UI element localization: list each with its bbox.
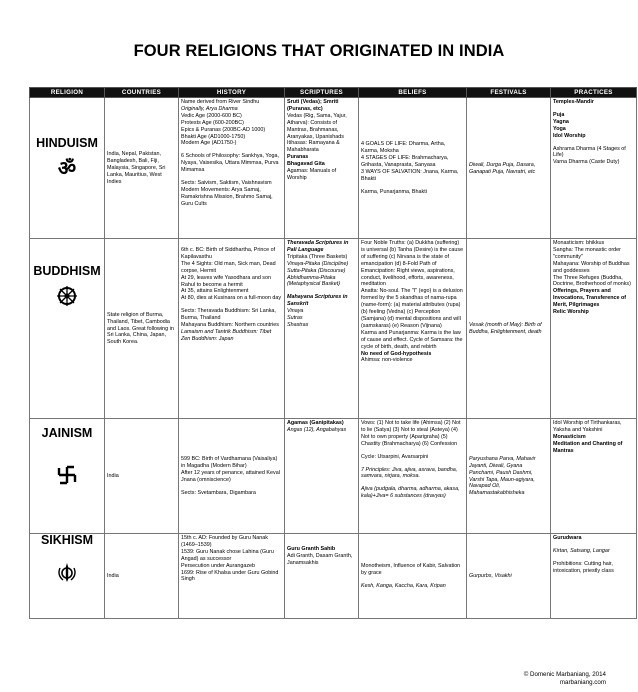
history-line: Sects: Theravada Buddhism: Sri Lanka, Burma, Thailand	[181, 308, 276, 322]
festivals-cell: Diwali, Durga Puja, Dasara, Ganapati Puja, Navratri, etc	[467, 98, 551, 239]
history-line: Originally, Arya Dharma	[181, 105, 238, 112]
beliefs-cell	[359, 98, 467, 239]
header-religion: RELIGION	[30, 88, 105, 98]
scripture-line: Shastras	[287, 321, 309, 328]
history-line: Lamaism and Tantrik Buddhism: Tibet	[181, 328, 272, 335]
belief-line: 4 GOALS OF LIFE: Dharma, Artha, Karma, Moksha	[361, 141, 446, 155]
practice-line: Yoga	[553, 125, 566, 132]
belief-line: 7 Principles: Jiva, ajiva, asrava, bandha, samvara, nirjara, moksa.	[361, 466, 458, 480]
scripture-line: Tripitaka (Three Baskets)	[287, 253, 348, 260]
history-line: Mahayana Buddhism: Northern countries	[181, 322, 279, 329]
practice-line: Idol Worship	[553, 132, 586, 139]
history-line: At 80, dies at Kusinara on a full-moon day	[181, 295, 282, 302]
scripture-line: Adi Granth, Dasam Granth, Janamsakhis	[287, 552, 353, 566]
scripture-line: Abhidhamma-Pitaka (Metaphysical Basket)	[287, 274, 341, 288]
scripture-line: Sutras	[287, 315, 303, 322]
header-beliefs: BELIEFS	[359, 88, 467, 98]
festivals-cell: Gurpurbs, Visakhi	[467, 534, 551, 619]
practices-cell	[551, 239, 637, 419]
beliefs-cell	[359, 534, 467, 619]
website-text: marbaniang.com	[559, 679, 606, 686]
history-line: Sects: Saivism, Saktism, Vaishnavism	[181, 180, 272, 187]
scripture-line: Sruti (Vedas); Smriti (Puranas, etc)	[287, 99, 339, 112]
countries-cell: State religion of Burma, Thailand, Tibet, Cambodia and Laos. Great following in Sri Lanka, China, Japan, South Korea.	[105, 239, 179, 419]
religion-name: SIKHISM	[40, 533, 94, 547]
belief-line: Karma and Punarjanma: Karma is the law of cause and effect. Cycle of Samsara: the cycle of birth, death, and rebirth	[361, 329, 463, 350]
practices-cell	[551, 419, 637, 534]
history-line: 1699: Rise of Khalsa under Guru Gobind Singh	[181, 569, 279, 583]
belief-line: Kesh, Kanga, Kaccha, Kara, Kripan	[361, 582, 446, 589]
table-row-jainism	[30, 419, 637, 534]
history-cell	[179, 419, 285, 534]
belief-line: Ahimsa: non-violence	[361, 357, 413, 364]
scriptures-cell	[285, 98, 359, 239]
history-line: Sects: Svetambara, Digambara	[181, 489, 256, 496]
practice-line: Yagna	[553, 118, 569, 125]
practice-line: Monasticism: bhikkus	[553, 240, 605, 246]
history-line: Vedic Age (2000-600 BC)	[181, 112, 242, 119]
swastika-icon	[57, 465, 77, 485]
religion-name: JAINISM	[41, 426, 93, 440]
header-festivals: FESTIVALS	[467, 88, 551, 98]
belief-line: Karma, Punarjanma, Bhakti	[361, 188, 427, 195]
practice-line: Relic Worship	[553, 309, 589, 316]
beliefs-cell	[359, 419, 467, 534]
belief-line: Four Noble Truths: (a) Dukkha (suffering) is universal (b) Tanha (Desire) is the cause of suffering (c) Nirvana is the state of emancipation (d) 8-Fold Path of Emancipation: Right views, aspirations, conduct, livelihood, efforts, awareness, meditation	[361, 240, 464, 288]
scripture-line: Agamas (Ganipitakas)	[287, 420, 344, 426]
table-row-hinduism	[30, 98, 637, 239]
religion-cell	[30, 98, 105, 239]
belief-line: No need of God-hypothesis	[361, 350, 432, 357]
belief-line: Cycle: Utsarpini, Avarsarpini	[361, 453, 429, 460]
belief-line: Anatta: No-soul. The "I" (ego) is a delusion formed by the 5 skandhas of nama-rupa (name-form): (a) material attributes (rupa) (b) feeling (Vedna) (c) Perception (Samjana) (d) mental dispositions and will (samskaras) (e) Reason (Vijnana)	[361, 288, 463, 329]
history-line: 599 BC: Birth of Vardhamana (Vaisaliya) in Magadha (Modern Bihar)	[181, 456, 278, 470]
scriptures-cell	[285, 419, 359, 534]
table-row-sikhism	[30, 534, 637, 619]
history-line: At 35, attains Enlightenment	[181, 288, 249, 295]
header-scriptures: SCRIPTURES	[285, 88, 359, 98]
countries-cell: India, Nepal, Pakistan, Bangladesh, Bali, Fiji, Malaysia, Singapore, Sri Lanka, Mauritius, West Indies	[105, 98, 179, 239]
history-line: Modern Movements: Arya Samaj, Ramakrishna Mission, Brahmo Samaj, Guru Cults	[181, 186, 273, 207]
history-line: Modern Age (AD1750-)	[181, 140, 237, 147]
beliefs-cell	[359, 239, 467, 419]
scripture-line: Itihasas: Ramayana & Mahabharata	[287, 140, 340, 154]
history-line: Bhakti Age (AD1000-1750)	[181, 133, 246, 140]
religions-table	[29, 87, 637, 619]
scripture-line: Guru Granth Sahib	[287, 546, 336, 552]
practice-line: Kirtan, Satsang, Langar	[553, 547, 610, 554]
scripture-line: Vinaya	[287, 308, 304, 315]
header-row	[30, 88, 637, 98]
scripture-line: Sutta-Pitaka (Discourse)	[287, 267, 346, 274]
table-row-buddhism	[30, 239, 637, 419]
scripture-line: Vinaya-Pitaka (Discipline)	[287, 260, 349, 267]
history-line: After 12 years of penance, attained Keval Jnana (omniscience)	[181, 470, 280, 483]
history-line: Name derived from River Sindhu	[181, 99, 260, 105]
scripture-line: Bhagavad Gita	[287, 161, 325, 168]
practice-line: Ashrama Dharma (4 Stages of Life)	[553, 145, 626, 159]
practice-line: Meditation and Chanting of Mantras	[553, 440, 623, 454]
practice-line: Gurudwara	[553, 535, 582, 541]
practice-line: Puja	[553, 111, 565, 118]
scripture-line: Mahayana Scriptures in Sanskrit	[287, 294, 348, 308]
history-line: The 4 Sights: Old man, Sick man, Dead corpse, Hermit	[181, 260, 276, 274]
svg-text:ॐ: ॐ	[57, 156, 77, 179]
belief-line: Ajiva (pudgala, dharma, adharma, akasa, kala)+Jiva= 6 substances (dravyas)	[361, 486, 460, 500]
footer	[470, 671, 606, 687]
scripture-line: Puranas	[287, 154, 309, 161]
copyright-text: © Domenic Marbaniang, 2014	[523, 671, 606, 678]
om-icon	[56, 157, 78, 179]
festivals-cell: Paryushana Parva, Mahavir Jayanti, Diwali, Gyana Panchami, Paush Dashmi, Varshi Tapa, Maun-agiyara, Navapad Oli, Mahamastakabhisheka	[467, 419, 551, 534]
practice-line: Mahayana: Worship of Buddhas and goddesses	[553, 260, 630, 274]
header-countries: COUNTRIES	[105, 88, 179, 98]
dharma-wheel-icon	[56, 285, 78, 307]
history-line: 15th c. AD: Founded by Guru Nanak (1469–1539)	[181, 535, 268, 548]
religion-name: HINDUISM	[36, 136, 98, 150]
festivals-cell: Vesak (month of May): Birth of Buddha, Enlightenment, death	[467, 239, 551, 419]
religion-name: BUDDHISM	[33, 264, 101, 278]
belief-line: 3 WAYS OF SALVATION: Jnana, Karma, Bhakti	[361, 168, 459, 182]
practices-cell	[551, 98, 637, 239]
belief-line: Monotheism, Influence of Kabir, Salvation by grace	[361, 563, 461, 577]
header-practices: PRACTICES	[551, 88, 637, 98]
religion-cell	[30, 419, 105, 534]
history-cell	[179, 534, 285, 619]
scripture-line: Theravada Scriptures in Pali Language	[287, 240, 349, 253]
practice-line: Offerings, Prayers and Invocations, Transference of Merit, Pilgrimages	[553, 288, 627, 309]
practice-line: Monasticism	[553, 433, 586, 440]
khanda-icon	[56, 562, 78, 584]
practice-line: Sangha: The monastic order "community"	[553, 246, 621, 260]
religion-cell	[30, 239, 105, 419]
scripture-line: Vedas (Rig, Sama, Yajur, Atharva): Consists of Mantras, Brahmanas, Aranyakas, Upanishads	[287, 112, 347, 140]
history-cell	[179, 239, 285, 419]
history-line: Protests Age (600-200BC)	[181, 119, 244, 126]
belief-line: 4 STAGES OF LIFE: Brahmacharya, Grihasta, Vanaprasta, Sanyasa	[361, 155, 449, 169]
belief-line: Vows: (1) Not to take life (Ahimsa) (2) Not to lie (Satya) (3) Not to steal (Asteya) (4) Not to own property (Aparigraha) (5) Chastity (Brahmacharya) (6) Confession	[361, 420, 461, 447]
page-title: FOUR RELIGIONS THAT ORIGINATED IN INDIA	[133, 42, 505, 60]
header-history: HISTORY	[179, 88, 285, 98]
history-line: Zen Buddhism: Japan	[181, 335, 234, 342]
practice-line: Temples-Mandir	[553, 99, 594, 105]
countries-cell: India	[105, 534, 179, 619]
history-line: Persecution under Aurangazeb	[181, 562, 256, 569]
history-line: 6 Schools of Philosophy: Sankhya, Yoga, Nyaya, Vaisesika, Uttara Mimmsa, Purva Mimamsa	[181, 153, 279, 174]
scripture-line: Angas (12), Angabahyas	[287, 426, 347, 433]
history-line: At 29, leaves wife Yasodhara and son Rahul to become a hermit	[181, 274, 272, 288]
practice-line: Prohibitions: Cutting hair, intoxication, priestly class	[553, 560, 614, 574]
scripture-line: Agamas: Manuals of Worship	[287, 168, 337, 181]
practice-line: Idol Worship of Tirthankaras, Yaksha and Yakshini	[553, 420, 622, 433]
scriptures-cell	[285, 239, 359, 419]
history-line: 1539: Guru Nanak chose Lahina (Guru Angad) as successor	[181, 548, 274, 562]
practices-cell	[551, 534, 637, 619]
history-line: 6th c. BC: Birth of Siddhartha, Prince of Kapilavasthu	[181, 247, 276, 260]
countries-cell: India	[105, 419, 179, 534]
history-line: Epics & Puranas (200BC-AD 1000)	[181, 126, 266, 133]
practice-line: Varna Dharma (Caste Duty)	[553, 159, 620, 166]
religion-cell	[30, 534, 105, 619]
scriptures-cell	[285, 534, 359, 619]
practice-line: The Three Refuges (Buddha, Doctrine, Brotherhood of monks)	[553, 274, 631, 288]
history-cell	[179, 98, 285, 239]
